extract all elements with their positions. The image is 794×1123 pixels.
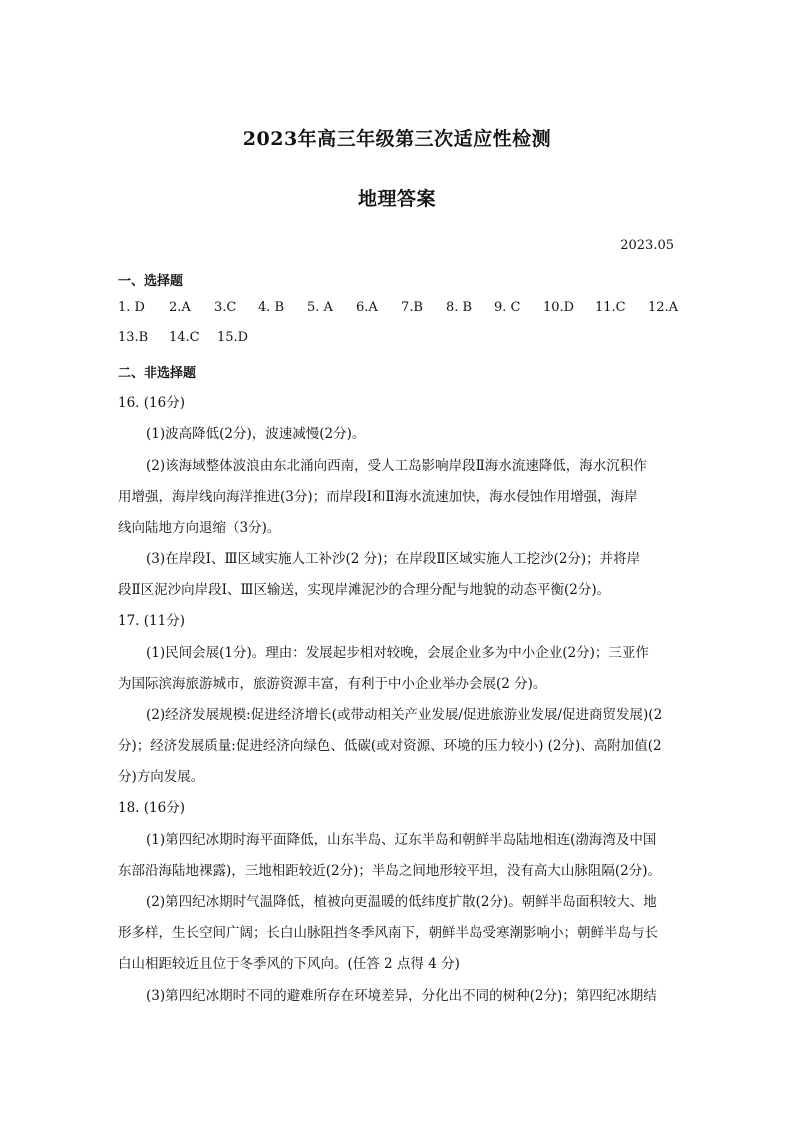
q18-answer-3-line: (3)第四纪冰期时不同的避难所存在环境差异，分化出不同的树种(2分)；第四纪冰期结: [146, 988, 657, 1004]
q18-answer-2-line: (2)第四纪冰期时气温降低，植被向更温暖的低纬度扩散(2分)。朝鲜半岛面积较大、地: [146, 894, 657, 910]
section-heading-choice: 一、选择题: [118, 274, 184, 289]
mc-answer: 12.A: [648, 300, 679, 315]
q18-answer-1-line: (1)第四纪冰期时海平面降低，山东半岛、辽东半岛和朝鲜半岛陆地相连(渤海湾及中国: [146, 832, 657, 848]
document-date: 2023.05: [620, 238, 674, 253]
mc-answer: 4. B: [258, 300, 285, 315]
question-18-heading: 18. (16分): [118, 800, 185, 816]
mc-answer: 13.B: [118, 330, 149, 345]
mc-answer: 14.C: [169, 330, 200, 345]
mc-answer: 10.D: [543, 300, 575, 315]
q16-answer-2-line: (2)该海域整体波浪由东北涌向西南，受人工岛影响岸段Ⅱ海水流速降低，海水沉积作: [146, 458, 647, 474]
mc-answer-row-2: [118, 330, 675, 350]
q17-answer-2-line: (2)经济发展规模:促进经济增长(或带动相关产业发展/促进旅游业发展/促进商贸发展)(2: [146, 707, 663, 723]
mc-answer: 6.A: [356, 300, 378, 315]
q18-answer-1-line: 东部沿海陆地裸露)，三地相距较近(2分)；半岛之间地形较平坦，没有高大山脉阻隔(2分)。: [118, 863, 662, 879]
q17-answer-1-line: 为国际滨海旅游城市，旅游资源丰富，有利于中小企业举办会展(2 分)。: [118, 676, 547, 692]
mc-answer: 1. D: [118, 300, 145, 315]
q16-answer-3-line: 段Ⅱ区泥沙向岸段Ⅰ、Ⅲ区输送，实现岸滩泥沙的合理分配与地貌的动态平衡(2分)。: [118, 582, 611, 598]
page-title: 2023年高三年级第三次适应性检测: [242, 128, 552, 150]
mc-answer: 7.B: [401, 300, 423, 315]
q16-answer-1: (1)波高降低(2分)，波速减慢(2分)。: [146, 426, 366, 442]
mc-answer: 8. B: [446, 300, 473, 315]
q16-answer-3-line: (3)在岸段Ⅰ、Ⅲ区域实施人工补沙(2 分)；在岸段Ⅱ区域实施人工挖沙(2分)；并将岸: [146, 551, 641, 567]
question-17-heading: 17. (11分): [118, 613, 185, 629]
q17-answer-2-line: 分)方向发展。: [118, 769, 205, 785]
mc-answer: 11.C: [595, 300, 626, 315]
question-16-heading: 16. (16分): [118, 395, 185, 411]
q18-answer-2-line: 白山相距较近且位于冬季风的下风向。(任答 2 点得 4 分): [118, 956, 460, 972]
mc-answer: 5. A: [307, 300, 333, 315]
q17-answer-1-line: (1)民间会展(1分)。理由：发展起步相对较晚，会展企业多为中小企业(2分)；三亚作: [146, 645, 649, 661]
section-heading-non-choice: 二、非选择题: [118, 366, 197, 381]
mc-answer: 2.A: [169, 300, 191, 315]
q16-answer-2-line: 用增强，海岸线向海洋推进(3分)；而岸段Ⅰ和Ⅱ海水流速加快，海水侵蚀作用增强，海岸: [118, 489, 638, 505]
q16-answer-2-line: 线向陆地方向退缩（3分)。: [118, 520, 281, 536]
page-subtitle: 地理答案: [357, 188, 436, 210]
mc-answer: 9. C: [494, 300, 521, 315]
q17-answer-2-line: 分)；经济发展质量:促进经济向绿色、低碳(或对资源、环境的压力较小) (2分)、高附加值(2: [118, 738, 662, 754]
mc-answer: 3.C: [214, 300, 237, 315]
q18-answer-2-line: 形多样，生长空间广阔；长白山脉阻挡冬季风南下，朝鲜半岛受寒潮影响小；朝鲜半岛与长: [118, 925, 658, 941]
mc-answer-row-1: [118, 300, 679, 320]
mc-answer: 15.D: [217, 330, 249, 345]
